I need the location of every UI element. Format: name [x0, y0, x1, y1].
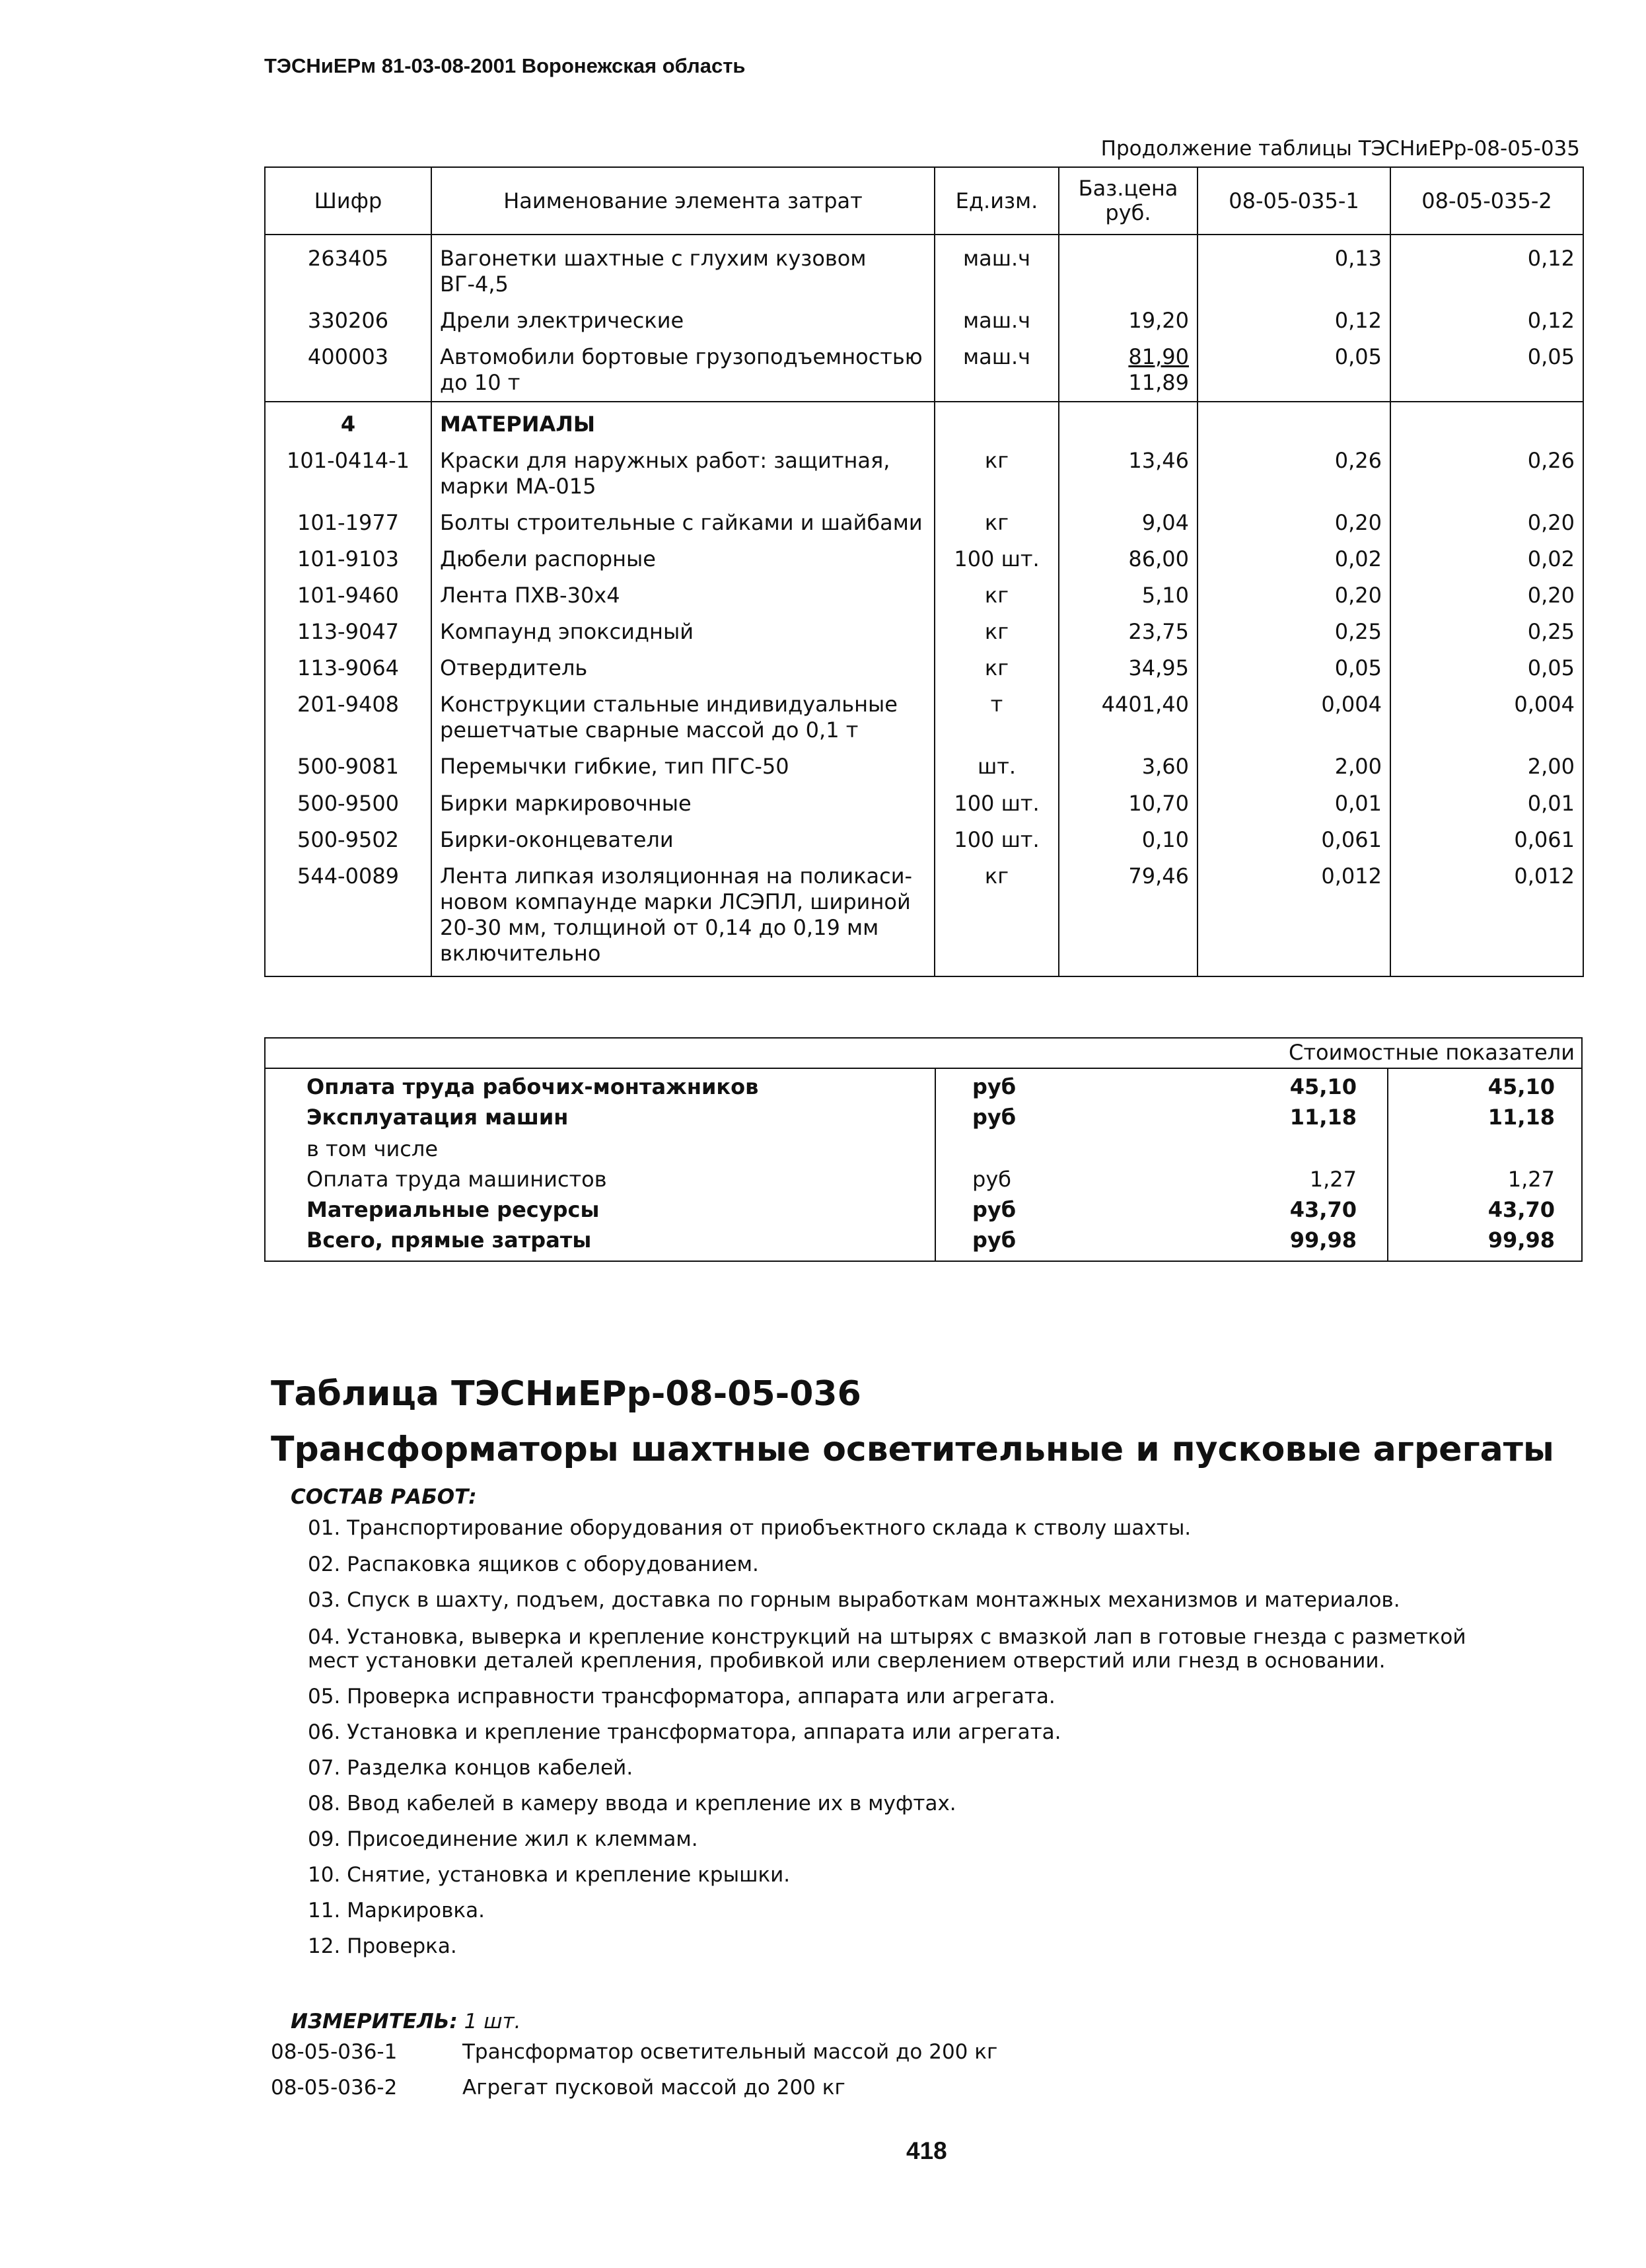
cell-value-1: 0,012: [1198, 858, 1390, 976]
price-underlined: 81,90: [1128, 344, 1189, 370]
cell-price: [1059, 235, 1198, 303]
cell-value-2: 2,00: [1390, 749, 1583, 785]
summary-title: Стоимостные показатели: [1289, 1040, 1575, 1065]
table-row: [265, 303, 1583, 339]
divider: [266, 1068, 1581, 1069]
work-step: 01. Транспортирование оборудования от приобъектного склада к стволу шахты.: [308, 1516, 1192, 1540]
cell-unit: кг: [935, 858, 1059, 976]
cell-value-1: 0,20: [1198, 577, 1390, 614]
cell-code: 101-1977: [265, 505, 431, 541]
cell-price: 9,04: [1059, 505, 1198, 541]
cell-code: 101-9103: [265, 541, 431, 577]
cell-code: 263405: [265, 235, 431, 303]
table-row: [265, 541, 1583, 577]
cell-name: Перемычки гибкие, тип ПГС-50: [431, 749, 935, 785]
cell-value-1: 0,25: [1198, 614, 1390, 650]
cell-price: 10,70: [1059, 786, 1198, 822]
col-header-name: Наименование элемента затрат: [431, 167, 935, 235]
cell-value-2: 0,02: [1390, 541, 1583, 577]
cost-summary: [264, 1037, 1583, 1262]
cell-name: Лента ПХВ-30х4: [431, 577, 935, 614]
table-row: [265, 505, 1583, 541]
cell-value-2: 0,12: [1390, 303, 1583, 339]
work-step: 03. Спуск в шахту, подъем, доставка по горным выработкам монтажных механизмов и материалов.: [308, 1588, 1400, 1612]
cell-unit: 100 шт.: [935, 541, 1059, 577]
cell-name: Лента липкая изоляционная на поликаси-новом компаунде марки ЛСЭПЛ, шириной 20-30 мм, толщиной от 0,14 до 0,19 мм включительно: [431, 858, 935, 976]
col-header-code: Шифр: [265, 167, 431, 235]
divider: [1387, 1068, 1388, 1261]
cell-price: 86,00: [1059, 541, 1198, 577]
table-continuation-caption: Продолжение таблицы ТЭСНиЕРр-08-05-035: [1100, 137, 1580, 161]
summary-label: Оплата труда машинистов: [306, 1167, 607, 1192]
work-step: мест установки деталей крепления, пробивкой или сверлением отверстий или гнезд в основании.: [308, 1649, 1386, 1673]
work-step: 07. Разделка концов кабелей.: [308, 1756, 633, 1780]
summary-value-1: 99,98: [1289, 1227, 1357, 1253]
table-row: [265, 443, 1583, 505]
cell-value-1: 0,02: [1198, 541, 1390, 577]
work-step: 08. Ввод кабелей в камеру ввода и крепление их в муфтах.: [308, 1792, 956, 1815]
cell-value-2: 0,20: [1390, 577, 1583, 614]
cell-value-2: 0,25: [1390, 614, 1583, 650]
cell-unit: кг: [935, 577, 1059, 614]
cell-name: Болты строительные с гайками и шайбами: [431, 505, 935, 541]
cell-name: Бирки-оконцеватели: [431, 822, 935, 858]
summary-value-1: 1,27: [1309, 1167, 1357, 1192]
cell-name: Бирки маркировочные: [431, 786, 935, 822]
work-step: 02. Распаковка ящиков с оборудованием.: [308, 1553, 759, 1576]
cell-unit: маш.ч: [935, 303, 1059, 339]
table-row: [265, 749, 1583, 785]
cell-price: 79,46: [1059, 858, 1198, 976]
cell-unit: кг: [935, 443, 1059, 505]
table-row: [265, 686, 1583, 749]
cell-name: Компаунд эпоксидный: [431, 614, 935, 650]
cell-unit: 100 шт.: [935, 822, 1059, 858]
cell-price: 23,75: [1059, 614, 1198, 650]
cell-price: 13,46: [1059, 443, 1198, 505]
table-row: [265, 339, 1583, 402]
cell-price: 5,10: [1059, 577, 1198, 614]
table-row: [265, 614, 1583, 650]
cell-value-1: 0,26: [1198, 443, 1390, 505]
summary-value-1: 43,70: [1289, 1197, 1357, 1222]
cell-price: [1059, 339, 1198, 402]
table-row: [265, 650, 1583, 686]
cell-unit: т: [935, 686, 1059, 749]
cell-value-1: 0,12: [1198, 303, 1390, 339]
table-subtitle: Трансформаторы шахтные осветительные и пусковые агрегаты: [271, 1430, 1554, 1469]
cell-code: 4: [265, 402, 431, 443]
col-header-unit: Ед.изм.: [935, 167, 1059, 235]
cell-name: Конструкции стальные индивидуальные решетчатые сварные массой до 0,1 т: [431, 686, 935, 749]
cell-unit: кг: [935, 505, 1059, 541]
cell-value-1: 0,13: [1198, 235, 1390, 303]
page-header: ТЭСНиЕРм 81-03-08-2001 Воронежская область: [264, 54, 746, 77]
summary-unit: руб: [972, 1074, 1017, 1099]
work-step: 12. Проверка.: [308, 1934, 457, 1958]
cell-price: 0,10: [1059, 822, 1198, 858]
entry-description: Трансформатор осветительный массой до 200 кг: [462, 2040, 998, 2064]
section-row-materials: [265, 402, 1583, 443]
page-number: 418: [906, 2137, 947, 2164]
measure-line: [291, 2010, 520, 2033]
summary-value-2: 11,18: [1487, 1105, 1555, 1130]
cell-code: 113-9047: [265, 614, 431, 650]
col-header-035-1: 08-05-035-1: [1198, 167, 1390, 235]
work-step: 10. Снятие, установка и крепление крышки.: [308, 1863, 791, 1887]
table-row: [265, 786, 1583, 822]
cell-value-2: 0,05: [1390, 339, 1583, 402]
cell-unit: кг: [935, 650, 1059, 686]
col-header-035-2: 08-05-035-2: [1390, 167, 1583, 235]
work-step: 05. Проверка исправности трансформатора, аппарата или агрегата.: [308, 1685, 1056, 1708]
cell-name: Дюбели распорные: [431, 541, 935, 577]
cell-value-1: 0,004: [1198, 686, 1390, 749]
cell-code: 544-0089: [265, 858, 431, 976]
entry-code: 08-05-036-1: [271, 2040, 398, 2064]
measure-label: ИЗМЕРИТЕЛЬ:: [291, 2010, 458, 2033]
cell-value-1: 0,05: [1198, 650, 1390, 686]
summary-label: Эксплуатация машин: [306, 1105, 569, 1130]
table-title: Таблица ТЭСНиЕРр-08-05-036: [271, 1374, 861, 1414]
measure-value: 1 шт.: [464, 2010, 521, 2033]
cell-value-2: 0,26: [1390, 443, 1583, 505]
cell-name: Автомобили бортовые грузоподъемностью до 10 т: [431, 339, 935, 402]
cell-value-2: 0,012: [1390, 858, 1583, 976]
cell-code: 113-9064: [265, 650, 431, 686]
cell-unit: шт.: [935, 749, 1059, 785]
cell-name: Отвердитель: [431, 650, 935, 686]
summary-value-1: 11,18: [1289, 1105, 1357, 1130]
work-step: 06. Установка и крепление трансформатора, аппарата или агрегата.: [308, 1720, 1061, 1744]
cell-price: 4401,40: [1059, 686, 1198, 749]
cell-value-1: 0,20: [1198, 505, 1390, 541]
summary-label: в том числе: [306, 1136, 438, 1161]
cell-unit: маш.ч: [935, 339, 1059, 402]
table-header-row: [265, 167, 1583, 235]
work-step: 11. Маркировка.: [308, 1899, 485, 1922]
cell-value-1: 0,01: [1198, 786, 1390, 822]
cell-code: 101-9460: [265, 577, 431, 614]
summary-label: Всего, прямые затраты: [306, 1227, 592, 1253]
cell-value-2: 0,061: [1390, 822, 1583, 858]
entry-description: Агрегат пусковой массой до 200 кг: [462, 2076, 845, 2100]
cell-code: 500-9502: [265, 822, 431, 858]
cell-value-1: 0,05: [1198, 339, 1390, 402]
cell-unit: маш.ч: [935, 235, 1059, 303]
cell-code: 500-9500: [265, 786, 431, 822]
cell-value-2: 0,004: [1390, 686, 1583, 749]
cell-value-2: 0,05: [1390, 650, 1583, 686]
summary-label: Материальные ресурсы: [306, 1197, 600, 1222]
cell-name: Дрели электрические: [431, 303, 935, 339]
summary-value-2: 43,70: [1487, 1197, 1555, 1222]
summary-value-1: 45,10: [1289, 1074, 1357, 1099]
cell-price: 19,20: [1059, 303, 1198, 339]
cell-code: 201-9408: [265, 686, 431, 749]
price-second: 11,89: [1128, 370, 1189, 396]
works-label: СОСТАВ РАБОТ:: [291, 1485, 477, 1509]
cell-price: 34,95: [1059, 650, 1198, 686]
summary-value-2: 45,10: [1487, 1074, 1555, 1099]
table-row: [265, 858, 1583, 976]
summary-unit: руб: [972, 1197, 1017, 1222]
cell-name: Краски для наружных работ: защитная, марки МА-015: [431, 443, 935, 505]
work-step: 09. Присоединение жил к клеммам.: [308, 1827, 698, 1851]
cell-price: 3,60: [1059, 749, 1198, 785]
summary-unit: руб: [972, 1105, 1017, 1130]
cell-code: 400003: [265, 339, 431, 402]
summary-label: Оплата труда рабочих-монтажников: [306, 1074, 759, 1099]
cell-value-1: 2,00: [1198, 749, 1390, 785]
section-title: МАТЕРИАЛЫ: [431, 402, 935, 443]
table-row: [265, 822, 1583, 858]
entry-code: 08-05-036-2: [271, 2076, 398, 2100]
cell-unit: кг: [935, 614, 1059, 650]
cell-value-2: 0,01: [1390, 786, 1583, 822]
table-row: [265, 235, 1583, 303]
summary-value-2: 99,98: [1487, 1227, 1555, 1253]
cell-name: Вагонетки шахтные с глухим кузовом ВГ-4,5: [431, 235, 935, 303]
col-header-price: Баз.цена руб.: [1059, 167, 1198, 235]
cell-value-1: 0,061: [1198, 822, 1390, 858]
summary-unit: руб: [972, 1167, 1011, 1192]
table-row: [265, 577, 1583, 614]
cell-value-2: 0,20: [1390, 505, 1583, 541]
cell-value-2: 0,12: [1390, 235, 1583, 303]
cell-code: 101-0414-1: [265, 443, 431, 505]
cell-unit: 100 шт.: [935, 786, 1059, 822]
summary-value-2: 1,27: [1507, 1167, 1555, 1192]
cell-code: 330206: [265, 303, 431, 339]
summary-unit: руб: [972, 1227, 1017, 1253]
divider: [935, 1068, 936, 1261]
resource-table: [264, 166, 1584, 977]
cell-code: 500-9081: [265, 749, 431, 785]
work-step: 04. Установка, выверка и крепление конструкций на штырях с вмазкой лап в готовые гнезда с разметкой: [308, 1625, 1466, 1649]
